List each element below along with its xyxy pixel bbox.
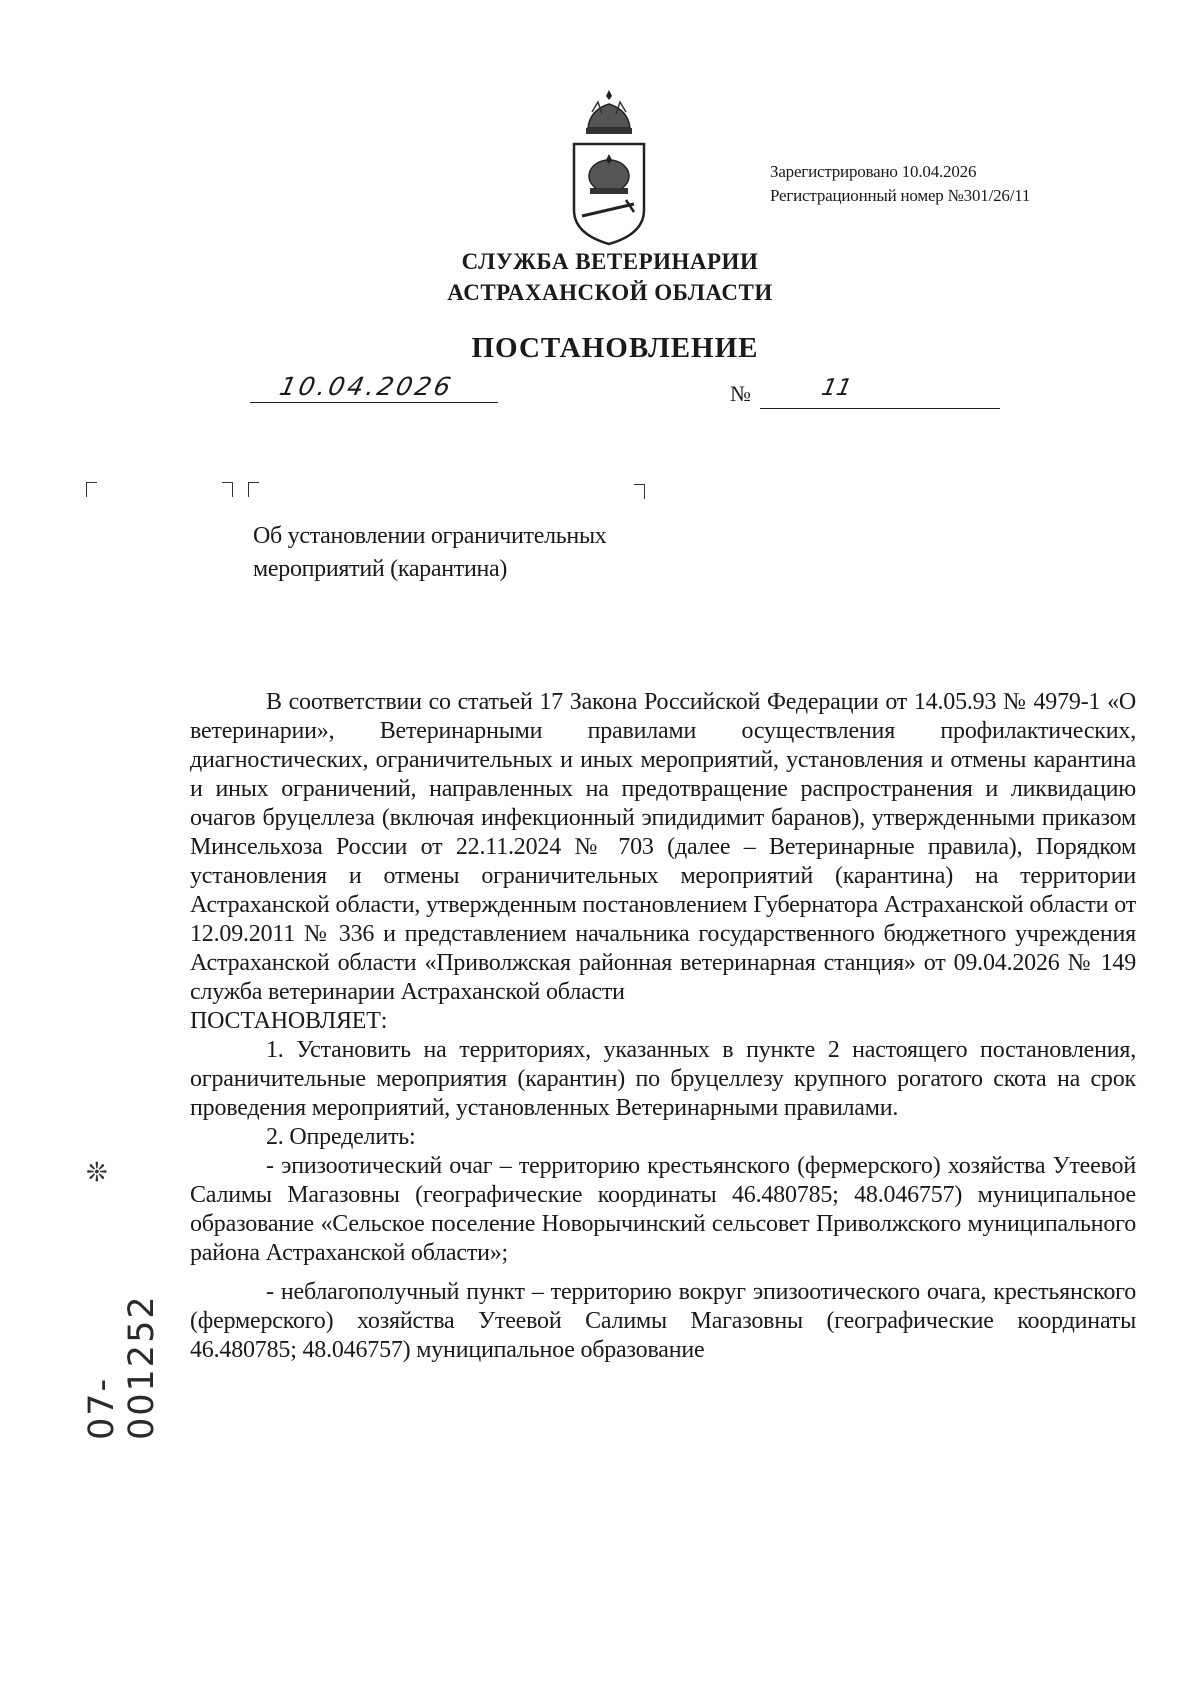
registration-stamp	[770, 160, 1030, 208]
side-stamp-mark: ❊	[86, 1158, 108, 1188]
registration-date: Зарегистрировано 10.04.2026	[770, 162, 977, 181]
document-subject: Об установлении ограничительных мероприятий (карантина)	[253, 523, 607, 582]
organization-name: СЛУЖБА ВЕТЕРИНАРИИ АСТРАХАНСКОЙ ОБЛАСТИ	[447, 249, 773, 305]
side-stamp-number: 07-001252	[82, 1294, 162, 1440]
corner-mark	[222, 482, 233, 497]
item-1-paragraph: 1. Установить на территориях, указанных в пункте 2 настоящего постановления, ограничительные мероприятия (карантин) по бруцеллезу крупного рогатого скота на срок проведения мероприятий, установленных Ветеринарными правилами.	[190, 1037, 1136, 1121]
item-2b-paragraph: - неблагополучный пункт – территорию вокруг эпизоотического очага, крестьянского (фермерского) хозяйства Утеевой Салимы Магазовны (географические координаты 46.480785; 48.046757) муниципальное образование	[190, 1279, 1136, 1363]
document-number: 11	[819, 375, 855, 401]
item-2-heading: 2. Определить:	[266, 1124, 416, 1150]
corner-mark	[248, 482, 259, 497]
document-type-title: ПОСТАНОВЛЕНИЕ	[471, 332, 759, 364]
corner-mark	[634, 484, 645, 499]
corner-mark	[86, 482, 97, 497]
number-sign: №	[730, 381, 751, 406]
resolves-heading: ПОСТАНОВЛЯЕТ:	[190, 1008, 388, 1034]
document-date: 10.04.2026	[276, 372, 457, 401]
document-body	[190, 688, 1136, 1365]
number-underline	[760, 404, 1000, 409]
item-2a-paragraph: - эпизоотический очаг – территорию крестьянского (фермерского) хозяйства Утеевой Салимы Магазовны (географические координаты 46.480785; 48.046757) муниципальное образование «Сельское поселение Новорычинский сельсовет Приволжского муниципального района Астраханской области»;	[190, 1153, 1136, 1266]
astrakhan-coat-of-arms-icon	[568, 88, 650, 248]
preamble-paragraph: В соответствии со статьей 17 Закона Российской Федерации от 14.05.93 № 4979-1 «О ветеринарии», Ветеринарными правилами осуществления профилактических, диагностических, ограничительных и иных мероприятий, установления и отмены карантина и иных ограничений, направленных на предотвращение распространения и ликвидацию очагов бруцеллеза (включая инфекционный эпидидимит баранов), утвержденными приказом Минсельхоза России от 22.11.2024 № 703 (далее – Ветеринарные правила), Порядком установления и отмены ограничительных мероприятий (карантина) на территории Астраханской области, утвержденным постановлением Губернатора Астраханской области от 12.09.2011 № 336 и представлением начальника государственного бюджетного учреждения Астраханской области «Приволжская районная ветеринарная станция» от 09.04.2026 № 149 служба ветеринарии Астраханской области	[190, 689, 1136, 1005]
registration-number: Регистрационный номер №301/26/11	[770, 186, 1031, 205]
